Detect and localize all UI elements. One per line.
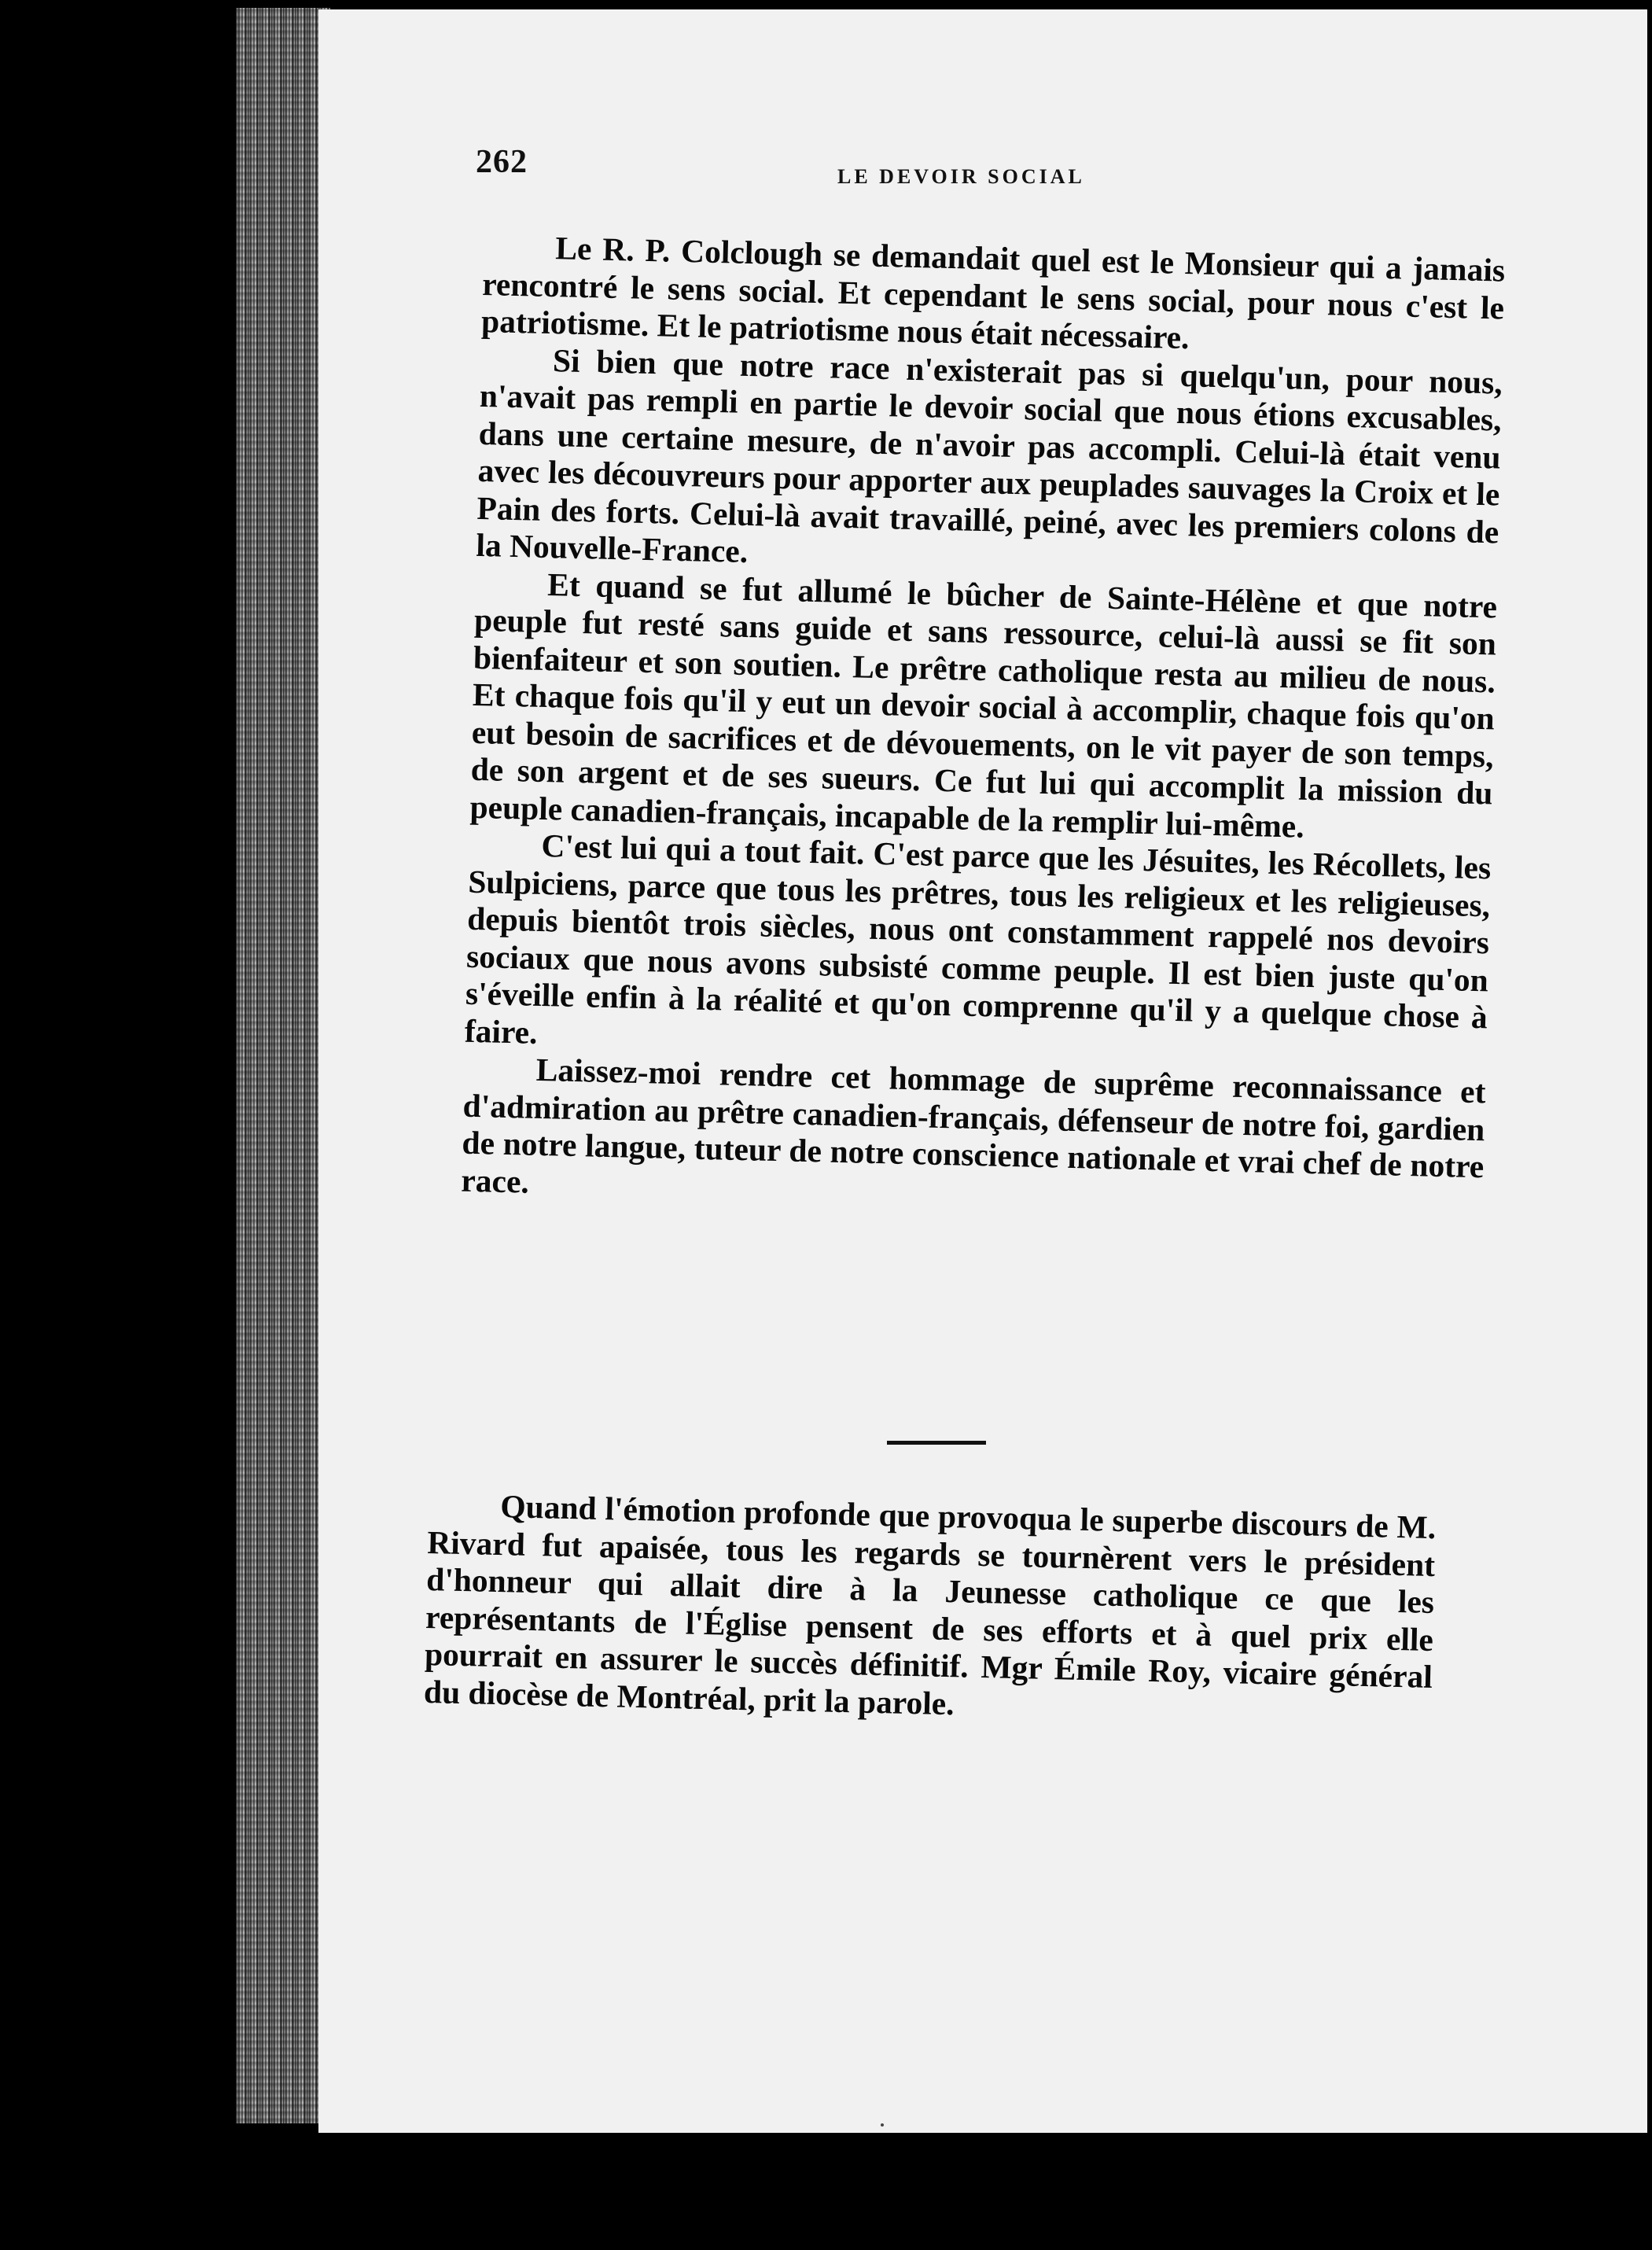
paragraph: Le R. P. Colclough se demandait quel est le Monsieur qui a jamais rencontré le sens social. Et cependant le sens social, pour nous c'est le patriotisme. Et le patriotisme nous était nécessaire. bbox=[480, 230, 1506, 356]
page-number: 262 bbox=[476, 144, 528, 180]
paragraph: Laissez-moi rendre cet hommage de suprême reconnaissance et d'admiration au prêtre canadien-français, défenseur de notre foi, gardien de notre langue, tuteur de notre conscience nationale et vrai chef de notre race. bbox=[460, 1051, 1487, 1200]
closing-text bbox=[424, 1486, 1437, 1733]
paragraph: Si bien que notre race n'existerait pas si quelqu'un, pour nous, n'avait pas rempli en partie le devoir social que nous étions excusables, dans une certaine mesure, de n'avoir pas accompli. Celui-là était venu avec les découvreurs pour apporter aux peuplades sauvages la Croix et le Pain des forts. Celui-là avait travaillé, peiné, avec les premiers colons de la Nouvelle-France. bbox=[475, 341, 1503, 570]
paragraph: Et quand se fut allumé le bûcher de Sainte-Hélène et que notre peuple fut resté sans guide et sans ressource, celui-là aussi se fit son bienfaiteur et son soutien. Le prêtre catholique resta au milieu de nous. Et chaque fois qu'il y eut un devoir social à accomplir, chaque fois qu'on eut besoin de sacrifices et de dévouements, on le vit payer de son temps, de son argent et de ses sueurs. Ce fut lui qui accomplit la mission du peuple canadien-français, incapable de la remplir lui-même. bbox=[469, 565, 1498, 845]
paragraph: C'est lui qui a tout fait. C'est parce que les Jésuites, les Récollets, les Sulpiciens, parce que tous les prêtres, tous les religieux et les religieuses, depuis bientôt trois siècles, nous ont constamment rappelé nos devoirs sociaux que nous avons subsisté comme peuple. Il est bien juste qu'on s'éveille enfin à la réalité et qu'on comprenne qu'il y a quelque chose à faire. bbox=[464, 827, 1492, 1051]
paragraph: Quand l'émotion profonde que provoqua le superbe discours de M. Rivard fut apaisée, tous les regards se tournèrent vers le président d'honneur qui allait dire à la Jeunesse catholique ce que les représentants de l'Église pensent de ses efforts et à quel prix elle pourrait en assurer le succès définitif. Mgr Émile Roy, vicaire général du diocèse de Montréal, prit la parole. bbox=[423, 1488, 1437, 1722]
page-block-edge bbox=[236, 8, 330, 2123]
body-text bbox=[461, 228, 1506, 1223]
section-divider bbox=[887, 1441, 986, 1445]
running-head bbox=[476, 143, 1577, 190]
running-title: LE DEVOIR SOCIAL bbox=[837, 165, 1085, 188]
ink-speck bbox=[881, 2123, 884, 2127]
